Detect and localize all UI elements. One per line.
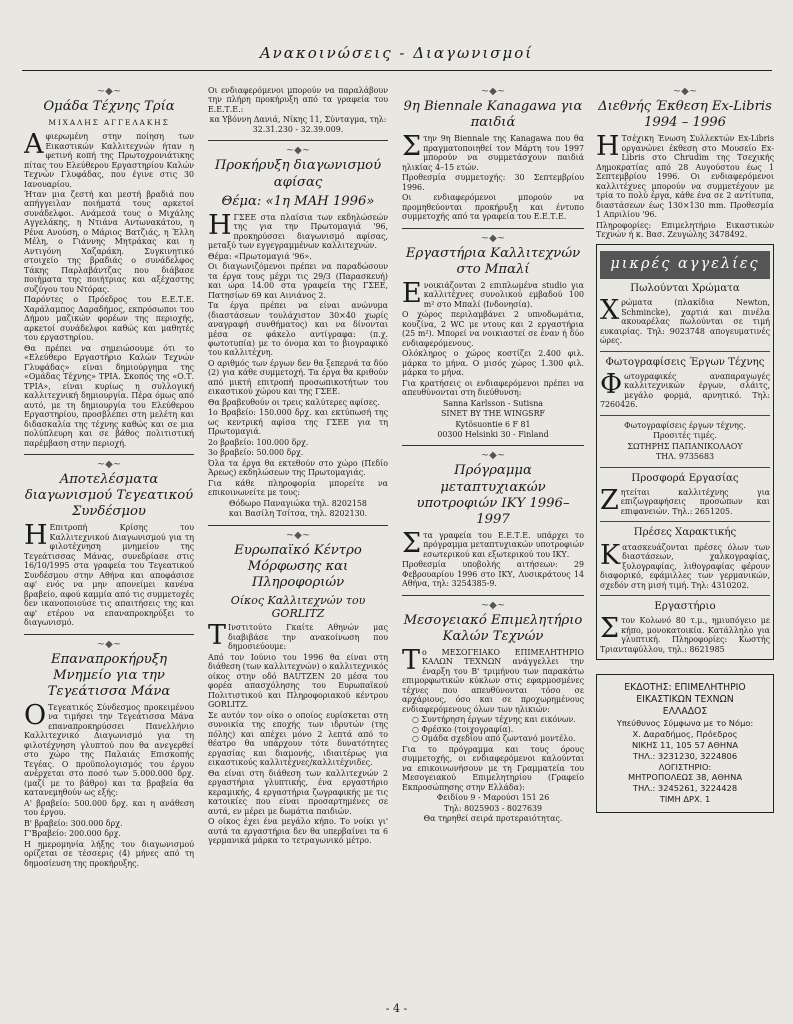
article-paragraph: 3ο βραβείο: 50.000 δρχ. [208,448,304,458]
ad-title: Πρέσες Χαρακτικής [633,527,737,539]
ad-text: ρώματα (πλακίδια Newton, Schmincke), χαρτιά και πινέλα ακουαρέλας πωλούνται σε τιμή ευκαιρίας. Τηλ: 9023748 απογευματινές ώρες. [600,298,770,346]
article-paragraph: ΓΣΕΕ στα πλαίσια των εκδηλώσεών της για την Πρωτομαγιά '96, προκηρύσσει διαγωνισμό αφίσας, μεταξύ των εγγεγραμμένων καλλιτεχνών. [208,212,388,251]
address-line: Τηλ: 8025903 - 8027639 [443,803,543,813]
drop-cap: Σ [600,613,620,645]
article-title: 9η Biennale Kanagawa για παιδιά [403,99,583,131]
ornament-divider: ~◆~ [285,145,311,157]
article-title: Επαναπροκήρυξη Μνημείο για την Τεγεάτισσα Μάνα [47,651,171,699]
ad-text: Φωτογραφίσεις έργων τέχνης. [624,420,746,430]
ad-divider [600,415,770,416]
drop-cap: Τ [208,620,227,652]
article-paragraph: Τσέχικη Ένωση Συλλεκτών Ex-Libris οργανώνει έκθεση στο Μουσείο Ex-Libris στο Chrudim της Τσεχικής Δημοκρατίας από 28 Αυγούστου έως 1 Σεπτεμβρίου 1996. Οι ενδιαφερόμενοι καλλιτέχνες μπορούν να συμμετέχουν με τρία το πολύ έργα, κάθε ένα σε 2 αντίτυπα, διαστάσεων έως 130×130 mm. Προθεσμία 1 Απριλίου '96. [596,134,774,220]
classifieds-banner: μικρές αγγελίες [600,251,770,279]
ornament-divider: ~◆~ [672,86,698,97]
drop-cap: Φ [600,368,623,400]
ad-divider [600,521,770,522]
article-paragraph: ο ΜΕΣΟΓΕΙΑΚΟ ΕΠΙΜΕΛΗΤΗΡΙΟ ΚΑΛΩΝ ΤΕΧΝΩΝ ανάγγελλει την έναρξη του Β' τριμήνου των παρακάτω επιμορφωτικών κύκλων στις εφαρμοσμένες τέχνες που απευθύνονται τόσο σε αρχάριους, όσο και σε προχωρημένους ενδιαφερόμενους όλων των ηλικιών: [402,647,584,714]
column-3 [402,86,584,976]
address-line: 00300 Helsinki 30 - Finland [437,430,549,439]
drop-cap: Η [596,131,620,163]
article-paragraph: Για κάθε πληροφορία μπορείτε να επικοινωνείτε με τους: [208,478,388,498]
ornament-divider: ~◆~ [480,599,506,611]
article-paragraph: Γ'Βραβείο: 200.000 δρχ. [24,829,121,839]
article-paragraph: Θόδωρο Παναγιώκα τηλ. 8202158 [229,498,367,508]
article-paragraph: Ινστιτούτο Γκαίτε Αθηνών μας διαβιβάσε την ανακοίνωση που δημοσιεύουμε: [228,623,388,652]
address-line: Θα τηρηθεί σειρά προτεραιότητας. [423,814,563,824]
ornament-divider: ~◆~ [285,529,311,541]
article-paragraph: Σε αυτόν τον οίκο ο οποίος ευρίσκεται στη συνοικία της εποχής των ιδρυτών (της πόλης) και απέχει μόνο 2 λεπτά από το θέατρο θα υπάρχουν τότε δυνατότητες εργασίας και διαμονής, ιδιαιτέρως για εικαστικούς καλλιτέχνες/καλλιτέχνιδες. [208,710,388,768]
address-line: Kytösuontie 6 F 81 [455,419,531,429]
ornament-divider: ~◆~ [480,450,506,462]
section-rule [208,525,388,526]
ad-divider [600,595,770,596]
column-4 [596,86,774,976]
section-rule [402,595,584,596]
article-paragraph: Οι διαγωνιζόμενοι πρέπει να παραδώσουν τα έργα τους μέχρι τις 29/3 (Παρασκευή) και ώρα 14.00 στα γραφεία της ΓΣΕΕ, Πατησίων 69 και Αινιάνος 2. [208,262,388,300]
publisher-line: Υπεύθυνος Σύμφωνα με το Νόμο: [616,718,754,729]
article-paragraph: Όλα τα έργα θα εκτεθούν στο χώρο (Πεδίο Άρεως) εκδηλώσεων της Πρωτομαγιάς. [208,458,388,478]
publisher-line: ΤΗΛ.: 3231230, 3224806 [632,750,738,761]
drop-cap: Η [208,209,232,241]
ad-text: ωτογραφικές αναπαραγωγές καλλιτεχνικών έργων, σλάιτς, μεγάλο φορμά, αρνητικό. Τηλ: 7260426. [600,371,770,410]
publisher-box [596,674,774,812]
column-1 [24,86,194,976]
article-title: Μεσογειακό Επιμελητήριο Καλών Τεχνών [403,612,583,644]
drop-cap: Τ [402,644,421,676]
publisher-line: ΤΙΜΗ ΔΡΧ. 1 [659,793,711,804]
ad-title: Προσφορά Εργασίας [631,472,739,484]
article-paragraph: Ήταν μια ζεστή και μεστή βραδιά που απήγγειλαν ποιήματά τους αρκετοί συνάδελφοι. Ανάμεσά τους ο Μιχάλης Αγγελάκης, η Ντιάνα Αντωνακάτου, η Ρένα Ανούση, ο Μάριος Βατζιάς, η Έλλη Μέλη, ο Γιάννης Μητράκας και η Αντιγόνη Χαζαράκη. Συγκινητικό στοιχείο της βραδιάς ο συνάδελφος Τάκης Παρλαβάντζας που διάβασε ποιήματα της ποιήτριας και αξέχαστης συζύγου του Ντόρας. [24,190,194,294]
article-paragraph: Θέμα: «Πρωτομαγιά '96». [208,251,312,261]
article-paragraph: Β' βραβείο: 300.000 δρχ. [24,818,123,828]
article-paragraph: Από τον Ιούνιο του 1996 θα είναι στη διάθεση (των καλλιτεχνών) ο καλλιτεχνικός οίκος στην οδό BAUTZEN 20 μέσα του φορέα απασχόλησης του Ευρωπαϊκού Πολιτιστικού και Πληροφοριακού κέντρου GORLITZ. [208,652,388,710]
drop-cap: Κ [600,539,621,571]
course-list [412,715,584,743]
article-paragraph: Θα πρέπει να σημειώσουμε ότι το «Ελεύθερο Εργαστήριο Καλών Τεχνών Γλυφάδας» είναι δημιούργημα της «Ομάδας Τέχνης» ΤΡΙΑ. Σκοπός της «Ο.Τ. ΤΡΙΑ», είναι κυρίως η συλλογική καλλιτεχνική δημιουργία. Πέρα όμως από αυτό, με τη δημιουργία του Ελεύθερου Εργαστηρίου, προσβλέπει στη μελέτη και διδασκαλία της τέχνης καθώς και σε μια πολύπλευρη και σε βάθος πολιτιστική παρέμβαση στην περιοχή. [24,343,194,448]
section-rule [208,140,388,141]
list-item: ○ Συντήρηση έργων τέχνης και εικόνων. [412,715,584,724]
article-author: ΜΙΧΑΛΗΣ ΑΓΓΕΛΑΚΗΣ [48,118,170,128]
drop-cap: Ο [24,699,47,731]
publisher-line: ΕΚΔΟΤΗΣ: ΕΠΙΜΕΛΗΤΗΡΙΟ [624,682,746,694]
page-header-title: Ανακοινώσεις - Διαγωνισμοί [259,44,534,62]
ad-text: ΣΩΤΗΡΗΣ ΠΑΠΑΝΙΚΟΛΑΟΥ [627,441,743,451]
ad-text: ατασκευάζονται πρέσες όλων των διαστάσεων, χαλκογραφίας, ξυλογραφίας, λιθογραφίας φέρουν διαφορικό, εφάμιλλες των γερμανικών, σχεδόν στη μισή τιμή. Τηλ: 4310202. [600,542,770,590]
address-line: Sanna Karlsson - Sutisna [442,398,543,408]
publisher-line: ΛΟΓΙΣΤΗΡΙΟ: [658,761,712,772]
address-line: SINET BY THE WINGSRF [440,409,545,419]
ornament-divider: ~◆~ [96,459,122,471]
section-rule [402,228,584,229]
ad-text: τον Κολωνό 80 τ.μ., ημιυπόγειο με κήπο, μονοκατοικία. Κατάλληλο για γλυπτική. Πληροφορίες: Κωστής Τριανταφύλλου, τηλ.: 8621985 [600,616,770,654]
address-line: Φειδίου 9 - Μαρούσι 151 26 [436,793,550,803]
article-paragraph: Ολόκληρος ο χώρος κοστίζει 2.400 φιλ. μάρκα το μήνα. Ο μισός χώρος 1.300 φιλ. μάρκα το μήνα. [402,349,584,378]
publisher-line: ΜΗΤΡΟΠΟΛΕΩΣ 38, ΑΘΗΝΑ [627,772,743,783]
classifieds-box [596,244,774,661]
article-paragraph: Πληροφορίες: Επιμελητήριο Εικαστικών Τεχνών ή κ. Βασ. Ζευγώλης 3478492. [596,220,774,240]
article-paragraph: Τεγεατικός Σύνδεσμος προκειμένου να τιμήσει την Τεγεάτισσα Μάνα επαναπροκηρύσσει Πανελλήνιο Καλλιτεχνικό Διαγωνισμό για τη φιλοτέχνηση γλυπτού που θα ανεγερθεί στο χώρο της Παλαιάς Επισκοπής Τεγέας. Ο προϋπολογισμός του έργου ανέρχεται στο ποσό των 5.000.000 δρχ. (μαζί με το βάθρο) και τα βραβεία θα κατανεμηθούν ως εξής: [24,702,194,798]
list-item: ○ Ομάδα σχεδίου από ζωντανό μοντέλο. [412,734,584,743]
article-paragraph: Για το πρόγραμμα και τους όρους συμμετοχής, οι ενδιαφερόμενοι καλούνται να επικοινωνήσουν με τη Γραμματεία του Μεσογειακού Επιμελητηρίου (Γραφείο Εκπροσώπησης στην Ελλάδα): [402,744,584,792]
publisher-line: ΝΙΚΗΣ 11, 105 57 ΑΘΗΝΑ [631,739,739,750]
article-paragraph: Α' βραβείο: 500.000 δρχ. και η ανάθεση του έργου. [24,798,194,818]
ad-text: ΤΗΛ. 9735683 [655,452,714,462]
drop-cap: Ε [402,277,422,309]
section-rule [24,634,194,635]
drop-cap: Ζ [600,484,619,516]
article-title: Διεθνής Έκθεση Ex-Libris 1994 – 1996 [598,99,772,131]
article-paragraph: Θα είναι στη διάθεση των καλλιτεχνών 2 εργαστήρια γλυπτικής, ένα εργαστήριο κεραμικής, 4 εργαστήρια ζωγραφικής με τις κατοικίες που είναι προσαρτημένες σε αυτά, εν μέρει με δωμάτια παιδιών. [208,768,388,816]
article-paragraph: Οι ενδιαφερόμενοι μπορούν να προμηθεύονται προκήρυξη και έντυπο συμμετοχής από τα γραφεία του Ε.Ε.Τ.Ε. [402,193,584,222]
article-paragraph: Η ημερομηνία λήξης του διαγωνισμού ορίζεται σε τέσσερις (4) μήνες από τη δημοσίευση της προκήρυξης. [24,839,194,868]
article-paragraph: Ο χώρος περιλαμβάνει 2 υπνοδωμάτια, κουζίνα, 2 WC με ντους και 2 εργαστήρια (25 m²). Μπορεί να νοικιαστεί σε έναν ή δύο ενδιαφερόμενους. [402,310,584,348]
article-paragraph: την 9η Biennale της Kanagawa που θα πραγματοποιηθεί τον Μάρτη του 1997 μπορούν να συμμετάσχουν παιδιά ηλικίας 4–15 ετών. [402,134,584,172]
drop-cap: Σ [402,527,422,559]
article-paragraph: 2ο βραβείο: 100.000 δρχ. [208,437,309,447]
section-rule [402,445,584,446]
list-item: ○ Φρέσκο (τοιχογραφία). [412,725,584,734]
ad-title: Πωλούνται Χρώματα [630,282,740,294]
article-title: Ομάδα Τέχνης Τρία [43,99,175,114]
article-paragraph: Επιτροπή Κρίσης του Καλλιτεχνικού Διαγωνισμού για τη φιλοτέχνηση μνημείου της Τεγεάτισσας Μάνας, συνεδρίασε στις 16/10/1995 στα γραφεία του Τεγεατικού Συνδέσμου στην Αθήνα και αποφάσισε αφ' ενός να μην απονείμει κανένα βραβείο, αφού καμμία από τις συμμετοχές δεν ικανοποιούσε τις απαιτήσεις της και αφ' ετέρου να επαναπροκηρύξει το διαγωνισμό. [24,523,194,628]
ad-text: Προσιτές τιμές. [653,431,717,441]
article-paragraph: τα γραφεία του Ε.Ε.Τ.Ε. υπάρχει το πρόγραμμα μεταπτυχιακών υποτροφιών εσωτερικού και εξωτερικού του ΙΚΥ. [423,530,584,559]
article-paragraph: φιερωμένη στην ποίηση των Εικαστικών Καλλιτεχνών ήταν η φετινή κοπή της Πρωτοχρονιάτικης πίτας του Ελεύθερου Εργαστηρίου Καλών Τεχνών Γλυφάδας, που έγινε στις 30 Ιανουαρίου. [24,132,194,189]
article-title: Προκήρυξη διαγωνισμού αφίσας [214,158,382,190]
publisher-line: ΤΗΛ.: 3245261, 3224428 [632,783,738,794]
section-rule [24,454,194,455]
article-paragraph: Παρόντες ο Πρόεδρος του Ε.Ε.Τ.Ε. Χαράλαμπος Δαραδήμος, εκπρόσωποι του Δήμου μαζικών φορέων της περιοχής, αρκετοί συνάδελφοι καθώς και μαθητές του εργαστηρίου. [24,295,194,343]
article-paragraph: Προθεσμία υποβολής αιτήσεων: 29 Φεβρουαρίου 1996 στο ΙΚΥ, Λυσικράτους 14 Αθήνα, τηλ: 3254385-9. [402,560,584,589]
drop-cap: Α [24,129,44,161]
article-title: Πρόγραμμα μεταπτυχιακών υποτροφιών ΙΚΥ 1996–1997 [416,463,570,527]
ad-title: Φωτογραφίσεις Έργων Τέχνης [605,356,765,368]
ornament-divider: ~◆~ [96,86,122,97]
drop-cap: Η [24,520,48,552]
ad-divider [600,351,770,352]
article-paragraph: 1ο Βραβείο: 150.000 δρχ. και εκτύπωσή της ως κεντρική αφίσα της ΓΣΕΕ για τη Πρωτομαγιά. [208,408,388,437]
article-paragraph: Οι ενδιαφερόμενοι μπορούν να παραλάβουν την πλήρη προκήρυξη από τα γραφεία του Ε.Ε.Τ.Ε.: [208,86,388,114]
article-title: Εργαστήρια Καλλιτεχνών στο Μπαλί [405,245,581,277]
article-paragraph: Για κρατήσεις οι ενδιαφερόμενοι πρέπει να απευθύνονται στη διεύθυνση: [402,378,584,398]
article-paragraph: Τα έργα πρέπει να είναι ανώνυμα (διαστάσεων τουλάχιστον 30×40 χωρίς αναγραφή συνθήματος) και να δίνονται μέσα σε φάκελο αντίγραφα: (π.χ. φωτοτυπία) με το όνομα και το βιογραφικό του καλλιτέχνη. [208,301,388,358]
page-number: - 4 - [385,1002,408,1015]
ad-text: ητείται καλλιτέχνης για επιζωγραφήσεις προσώπων και επιφανειών. Τηλ.: 2651205. [620,487,770,516]
article-paragraph: και Βασίλη Τσίτσα, τηλ. 8202130. [228,509,368,519]
ornament-divider: ~◆~ [480,232,506,244]
article-paragraph: Ο οίκος έχει ένα μεγάλο κήπο. Το νοίκι γι' αυτά τα εργαστήρια δεν θα υπερβαίνει τα 6 γερμανικά μάρκα το τετραγωνικό μέτρο. [208,817,388,846]
ad-title: Εργαστήριο [654,601,716,613]
publisher-line: ΕΙΚΑΣΤΙΚΩΝ ΤΕΧΝΩΝ [636,694,734,706]
article-paragraph: Ο αριθμός των έργων δεν θα ξεπερνά τα δύο (2) για κάθε συμμετοχή. Τα έργα θα κριθούν από μικτή επιτροπή προσωπικοτήτων του εικαστικού χώρου και της ΓΣΕΕ. [208,358,388,397]
ornament-divider: ~◆~ [480,86,506,97]
article-title: Ευρωπαϊκό Κέντρο Μόρφωσης και Πληροφοριών [234,542,362,590]
drop-cap: Χ [600,295,620,327]
article-title-theme: Θέμα: «1η ΜΑΗ 1996» [221,193,375,209]
article-paragraph: νοικιάζονται 2 επιπλωμένα studio για καλλιτέχνες συνολικού εμβαδού 100 m² στο Μπαλί (Ινδονησία). [423,280,584,309]
drop-cap: Σ [402,131,422,163]
publisher-line: Χ. Δαραδήμος, Πρόεδρος [632,729,738,740]
article-subtitle: Οίκος Καλλιτεχνών του GORLITZ [230,594,366,621]
column-2 [208,86,388,976]
article-paragraph: Προθεσμία συμμετοχής: 30 Σεπτεμβρίου 1996. [402,173,584,192]
publisher-line: ΕΛΛΑΔΟΣ [662,706,708,718]
ad-divider [600,467,770,468]
article-paragraph: κα Υβόννη Δανιά, Νίκης 11, Σύνταγμα, τηλ: 32.31.230 - 32.39.009. [209,115,387,134]
article-paragraph: Θα βραβευθούν οι τρεις καλύτερες αφίσες. [208,397,380,407]
header-rule [22,70,772,71]
ornament-divider: ~◆~ [96,638,122,650]
article-title: Αποτελέσματα διαγωνισμού Τεγεατικού Συνδέσμου [24,472,194,520]
